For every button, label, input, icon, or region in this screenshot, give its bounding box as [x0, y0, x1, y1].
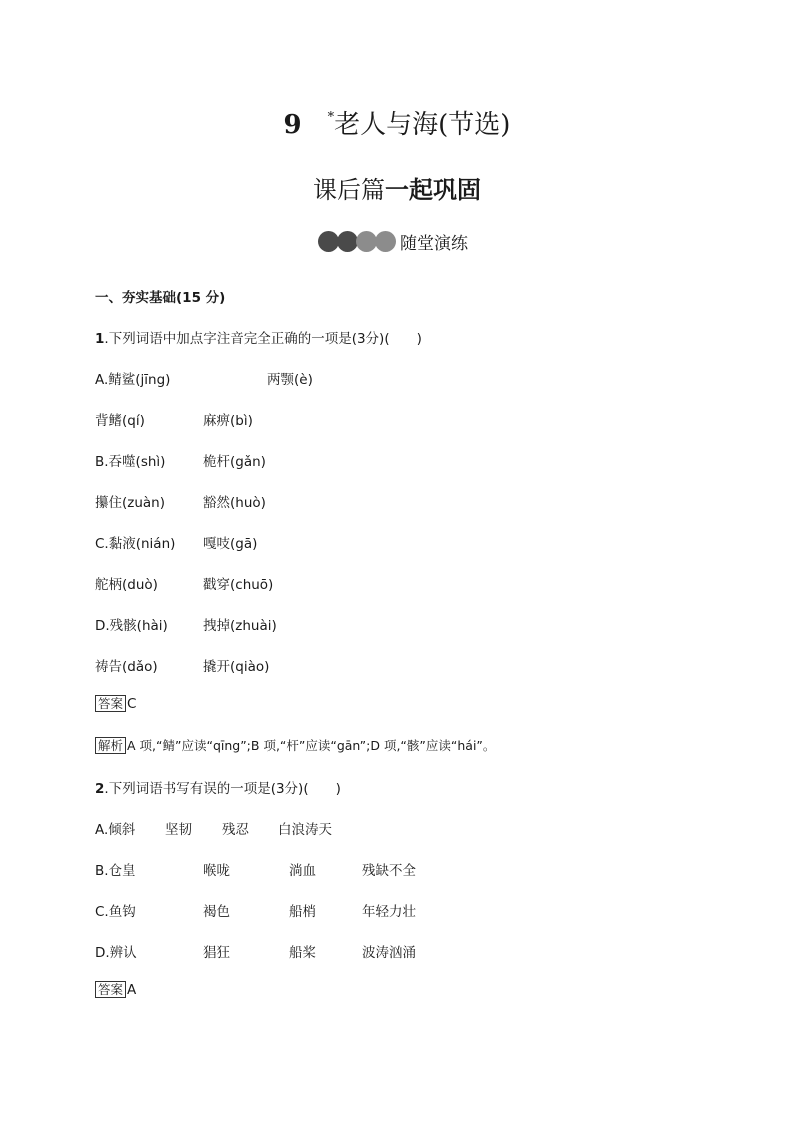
option-item: 白浪涛天 [278, 822, 332, 838]
option-item: 撬开(qiào) [203, 659, 270, 675]
page-title [0, 104, 794, 141]
subtitle-bold: 一起巩固 [385, 176, 481, 204]
option-item: B.仓皇 [95, 863, 136, 879]
option-item: 年轻力壮 [362, 904, 416, 920]
option-item: 桅杆(gǎn) [203, 454, 266, 470]
option-item: C.黏液(nián) [95, 536, 176, 552]
option-item: A.倾斜 [95, 822, 136, 838]
option-item: 戳穿(chuō) [203, 577, 274, 593]
question-text: .下列词语中加点字注音完全正确的一项是(3分)( ) [104, 331, 422, 347]
option-item: 背鳍(qí) [95, 413, 145, 429]
q1-answer [95, 695, 136, 712]
option-item: 舵柄(duò) [95, 577, 158, 593]
option-item: 喉咙 [203, 863, 230, 879]
option-item: 祷告(dǎo) [95, 659, 158, 675]
option-item: 残忍 [222, 822, 249, 838]
answer-tag: 答案 [95, 695, 126, 712]
page-subtitle [0, 170, 794, 205]
option-item: 两颚(è) [267, 372, 313, 388]
dot-icon [356, 231, 377, 252]
option-item: 攥住(zuàn) [95, 495, 166, 511]
subtitle-plain: 课后篇 [313, 176, 385, 204]
option-item: 拽掉(zhuài) [203, 618, 277, 634]
answer-value: C [127, 696, 137, 712]
option-item: 船梢 [289, 904, 316, 920]
option-item: D.辨认 [95, 945, 137, 961]
option-item: 豁然(huò) [203, 495, 266, 511]
drill-label: 随堂演练 [400, 233, 468, 254]
option-item: C.鱼钩 [95, 904, 136, 920]
drill-banner [318, 230, 468, 252]
option-item: B.吞噬(shì) [95, 454, 166, 470]
option-item: 残缺不全 [362, 863, 416, 879]
question-number: 2 [95, 781, 105, 797]
option-item: 褐色 [203, 904, 230, 920]
option-item: 淌血 [289, 863, 316, 879]
option-item: 猖狂 [203, 945, 230, 961]
option-item: 船桨 [289, 945, 316, 961]
answer-tag: 答案 [95, 981, 126, 998]
dot-icon [375, 231, 396, 252]
question-2-stem [95, 777, 341, 797]
section-heading: 一、夯实基础(15 分) [95, 290, 226, 306]
answer-value: A [127, 982, 137, 998]
option-item: 坚韧 [165, 822, 192, 838]
analysis-text: A 项,“鲭”应读“qīng”;B 项,“杆”应读“gān”;D 项,“骸”应读“hái”。 [127, 738, 496, 753]
question-number: 1 [95, 331, 105, 347]
question-text: .下列词语书写有误的一项是(3分)( ) [104, 781, 341, 797]
q2-answer [95, 981, 136, 998]
dot-icon [318, 231, 339, 252]
lesson-number: 9 [283, 110, 302, 140]
option-item: A.鲭鲨(jīng) [95, 372, 171, 388]
option-item: D.残骸(hài) [95, 618, 168, 634]
analysis-tag: 解析 [95, 737, 126, 754]
lesson-title: 老人与海(节选) [334, 110, 511, 140]
option-item: 波涛汹涌 [362, 945, 416, 961]
star-mark: * [327, 110, 335, 125]
option-item: 嘎吱(gā) [203, 536, 258, 552]
question-1-stem [95, 327, 422, 347]
q1-analysis [95, 736, 495, 754]
dot-icon [337, 231, 358, 252]
option-item: 麻痹(bì) [203, 413, 253, 429]
